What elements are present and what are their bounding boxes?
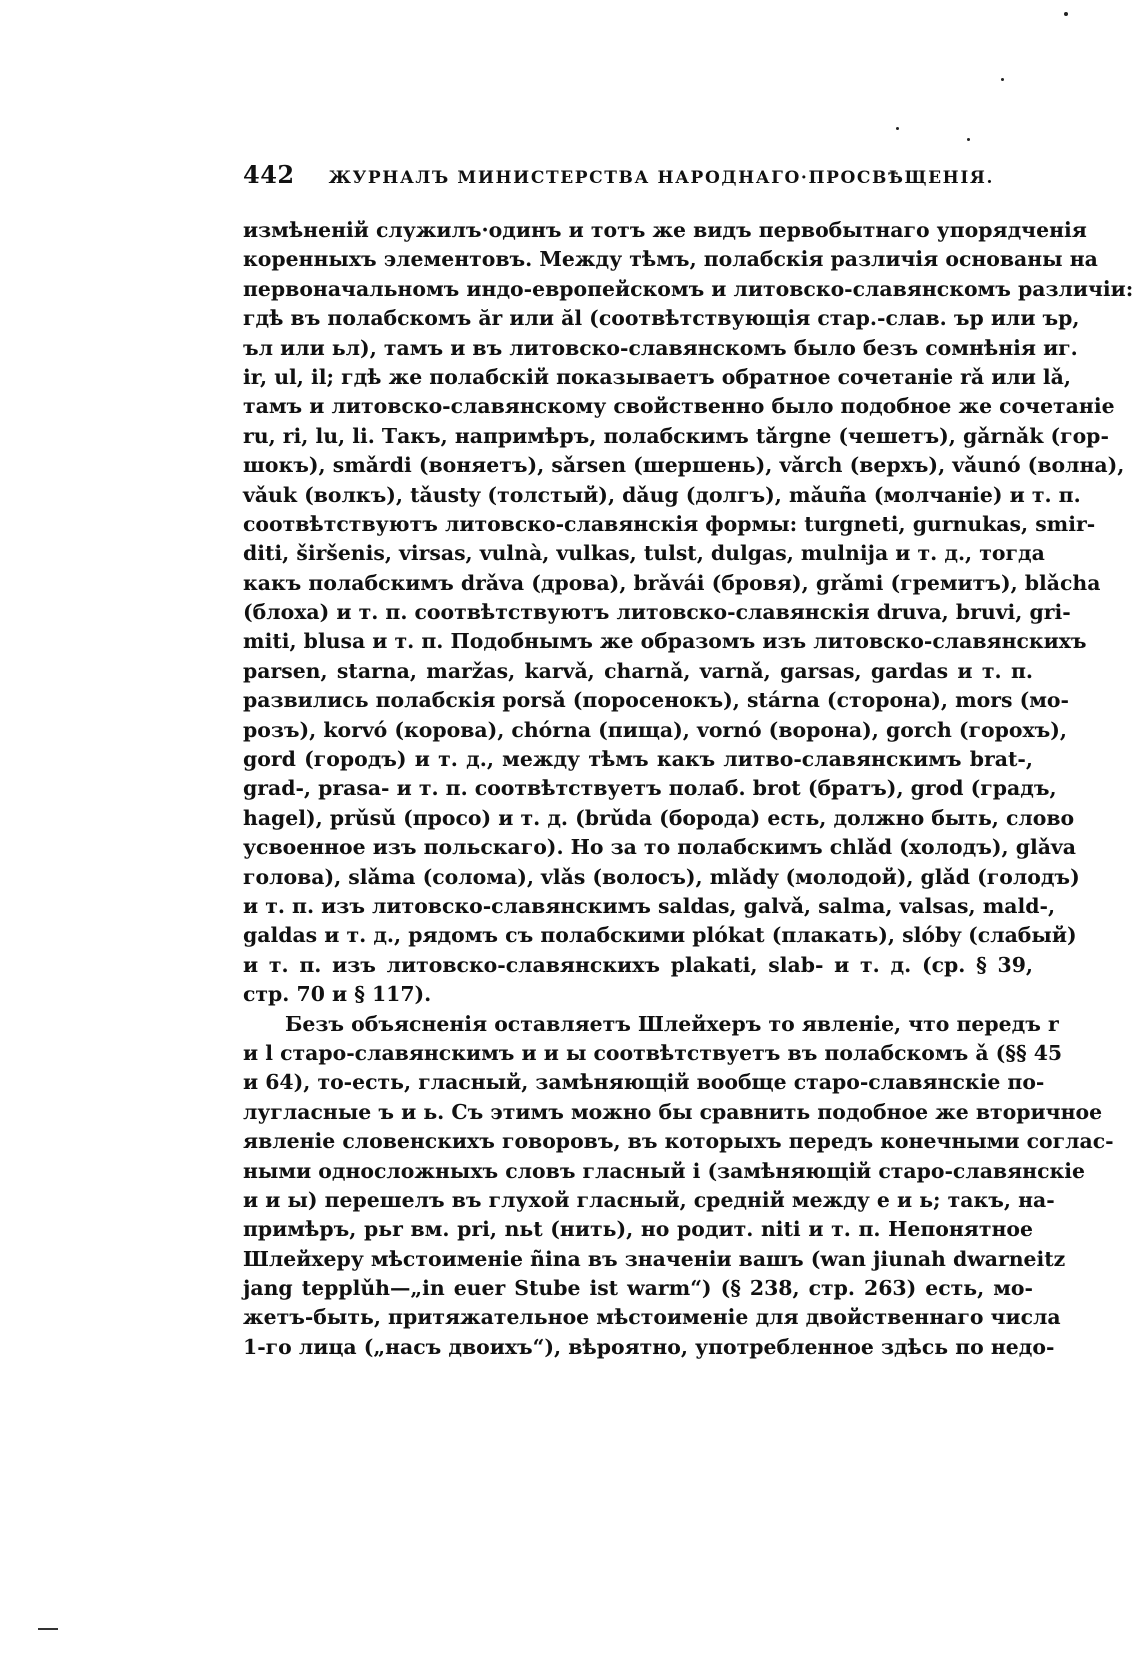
text-line: гдѣ въ полабскомъ ăr или ăl (соотвѣтствующія стар.-слав. ър или ър,: [243, 306, 1080, 331]
page-header: [243, 160, 1023, 189]
paragraph-1: [243, 216, 1134, 1010]
text-line: diti, širšenis, virsas, vulnà, vulkas, tulst, dulgas, mulnija и т. д., тогда: [243, 541, 1045, 566]
text-line: ru, ri, lu, li. Такъ, напримѣръ, полабскимъ tǎrgne (чешетъ), gǎrnǎk (гор-: [243, 423, 1109, 448]
text-line: Шлейхеру мѣстоименіе ñina въ значеніи вашъ (wan jiunah dwarneitz: [243, 1246, 1066, 1271]
text-line: голова), slǎma (солома), vlǎs (волосъ), mlǎdy (молодой), glǎd (голодъ): [243, 864, 1080, 889]
text-line: явленіе словенскихъ говоровъ, въ которыхъ передъ конечными соглас-: [243, 1129, 1114, 1154]
text-line: розъ), korvó (корова), chórna (пища), vornó (ворона), gorch (горохъ),: [243, 717, 1068, 742]
text-line: и т. п. изъ литовско-славянскихъ plakati, slab- и т. д. (ср. § 39,: [243, 952, 1033, 977]
text-line: и l старо-славянскимъ и и ы соотвѣтствуетъ въ полабскомъ ǎ (§§ 45: [243, 1040, 1063, 1065]
text-line: Безъ объясненія оставляетъ Шлейхеръ то явленіе, что передъ r: [285, 1011, 1059, 1036]
text-line: какъ полабскимъ drǎva (дрова), brǎvái (бровя), grǎmi (гремитъ), blǎcha: [243, 570, 1101, 595]
text-line: лугласные ъ и ь. Съ этимъ можно бы сравнить подобное же вторичное: [243, 1099, 1103, 1124]
scan-speck: [896, 127, 899, 130]
text-line: усвоенное изъ польскаго). Но за то полабскимъ chlǎd (холодъ), glǎva: [243, 835, 1076, 860]
text-line: galdas и т. д., рядомъ съ полабскими plókat (плакать), slóby (слабый): [243, 923, 1077, 948]
text-line: parsen, starna, maržas, karvǎ, charnǎ, varnǎ, garsas, gardas и т. п.: [243, 658, 1033, 683]
text-line: ными односложныхъ словъ гласный i (замѣняющій старо-славянскіе: [243, 1158, 1085, 1183]
text-line: коренныхъ элементовъ. Между тѣмъ, полабскія различія основаны на: [243, 247, 1098, 272]
text-line: примѣръ, pьr вм. pri, nьt (нить), но родит. niti и т. п. Непонятное: [243, 1217, 1033, 1242]
scan-speck: [1064, 12, 1068, 16]
page-number: 442: [243, 160, 295, 189]
scan-speck: [967, 138, 970, 141]
text-line: 1-го лица („насъ двоихъ“), вѣроятно, употребленное здѣсь по недо-: [243, 1334, 1055, 1359]
text-line: и т. п. изъ литовско-славянскимъ saldas, galvǎ, salma, valsas, mald-,: [243, 893, 1056, 918]
text-line: измѣненій служилъ·одинъ и тотъ же видъ первобытнаго упорядченія: [243, 218, 1087, 242]
text-line: первоначальномъ индо-европейскомъ и литовско-славянскомъ различіи:: [243, 276, 1134, 301]
text-line: jang tepplǔh—„in euer Stube ist warm“) (§ 238, стр. 263) есть, мо-: [243, 1276, 1033, 1301]
text-line: gord (городъ) и т. д., между тѣмъ какъ литво-славянскимъ brat-,: [243, 747, 1033, 772]
text-line: ъл или ьл), тамъ и въ литовско-славянскомъ было безъ сомнѣнія иг.: [243, 335, 1078, 360]
text-line-last: стр. 70 и § 117).: [243, 982, 432, 1007]
text-line: vǎuk (волкъ), tǎusty (толстый), dǎug (долгъ), mǎuña (молчаніе) и т. п.: [243, 482, 1081, 507]
scan-speck: [1001, 78, 1004, 81]
text-line: тамъ и литовско-славянскому свойственно было подобное же сочетаніе: [243, 394, 1115, 419]
text-line: жетъ-быть, притяжательное мѣстоименіе для двойственнаго числа: [243, 1305, 1061, 1330]
text-line: grad-, prasa- и т. п. соотвѣтствуетъ полаб. brot (братъ), grod (градъ,: [243, 776, 1057, 801]
text-line: hagel), prǔsǔ (просо) и т. д. (brǔda (борода) есть, должно быть, слово: [243, 805, 1075, 830]
text-line: развились полабскія porsǎ (поросенокъ), stárna (сторона), mors (мо-: [243, 688, 1069, 713]
text-line: соотвѣтствуютъ литовско-славянскія формы: turgneti, gurnukas, smir-: [243, 511, 1096, 536]
text-line: шокъ), smǎrdi (воняетъ), sǎrsen (шершень), vǎrch (верхъ), vǎunó (волна),: [243, 453, 1125, 478]
paragraph-2: [243, 1010, 1114, 1363]
text-line: ir, ul, il; гдѣ же полабскій показываетъ обратное сочетаніе rǎ или lǎ,: [243, 364, 1071, 389]
body-text: [243, 216, 1134, 1362]
running-title: ЖУРНАЛЪ МИНИСТЕРСТВА НАРОДНАГО·ПРОСВѢЩЕНІЯ.: [328, 168, 995, 188]
scan-mark: [38, 1628, 58, 1630]
text-line: и и ы) перешелъ въ глухой гласный, средній между e и ь; такъ, на-: [243, 1187, 1055, 1212]
text-line: miti, blusa и т. п. Подобнымъ же образомъ изъ литовско-славянскихъ: [243, 629, 1087, 654]
text-line: и 64), то-есть, гласный, замѣняющій вообще старо-славянскіе по-: [243, 1070, 1045, 1095]
text-line: (блоха) и т. п. соотвѣтствуютъ литовско-славянскія druva, bruvi, gri-: [243, 600, 1071, 625]
